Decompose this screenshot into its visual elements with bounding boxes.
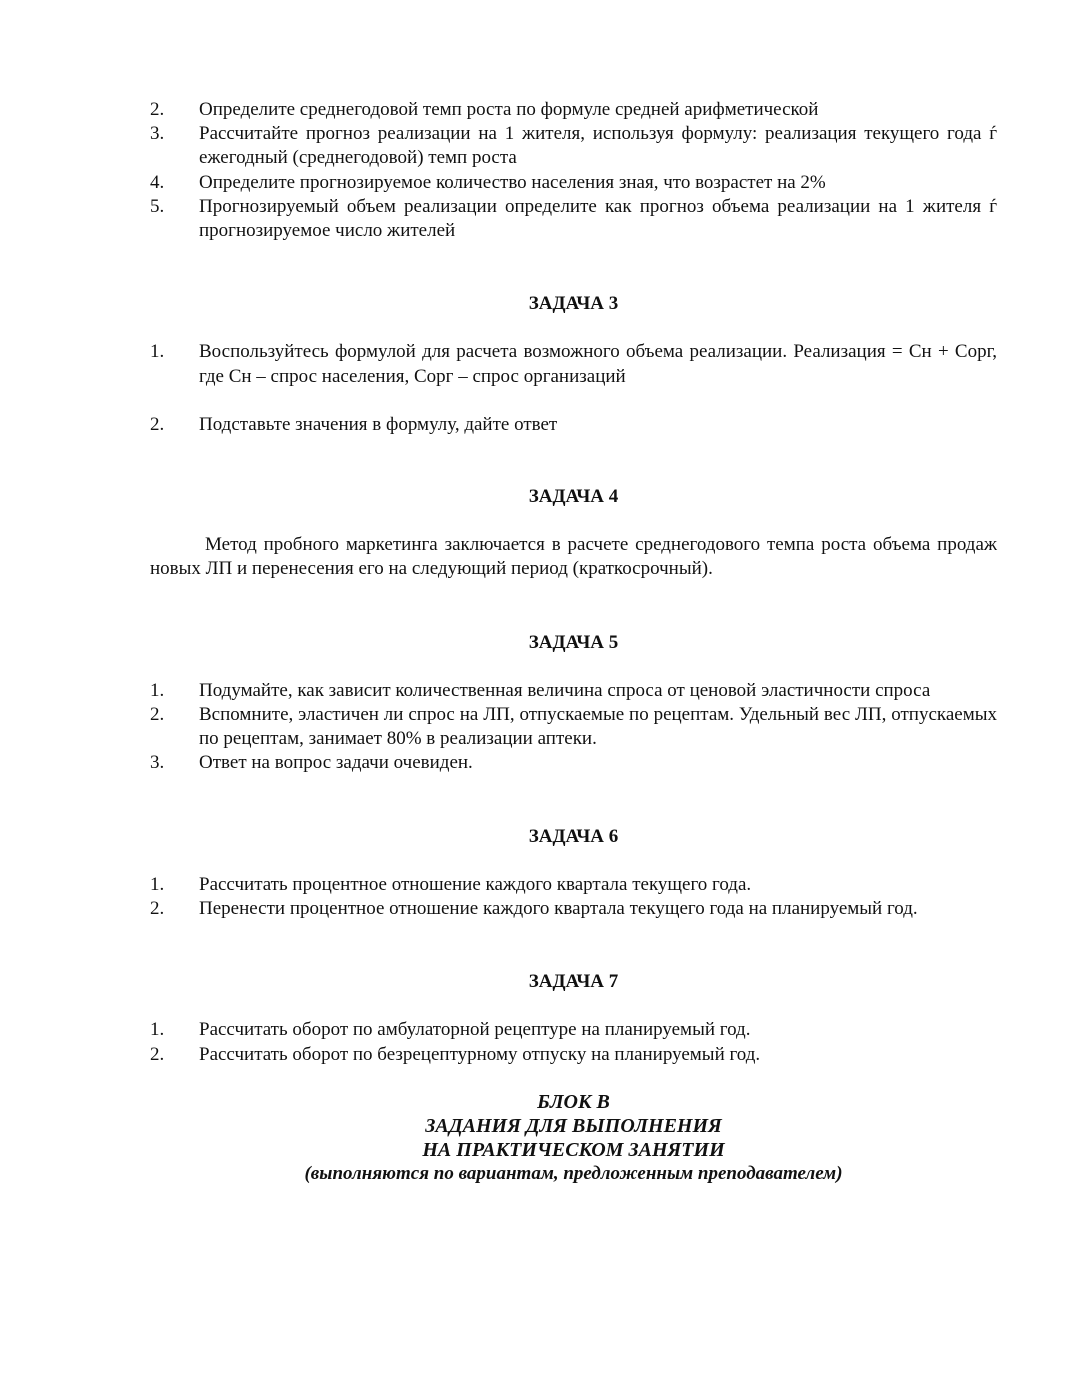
list-item [150, 1043, 997, 1067]
task4-heading: ЗАДАЧА 4 [528, 486, 619, 508]
list-item-text: Прогнозируемый объем реализации определите как прогноз объема реализации на 1 жителя ѓ прогнозируемое число жителей [199, 195, 997, 242]
list-item-number: 1. [150, 679, 165, 701]
list-item-number: 2. [150, 704, 165, 726]
task5-heading: ЗАДАЧА 5 [528, 631, 619, 653]
list-item-text: Ответ на вопрос задачи очевиден. [199, 752, 473, 774]
list-item-text: Рассчитать оборот по безрецептурному отпуску на планируемый год. [199, 1043, 761, 1065]
block-b-header [150, 1090, 997, 1187]
task6-heading: ЗАДАЧА 6 [528, 825, 619, 847]
list-item [150, 703, 997, 751]
list-item [150, 679, 997, 703]
block-b-note: (выполняются по вариантам, предложенным преподавателем) [304, 1163, 843, 1185]
intro-list [150, 98, 997, 243]
task3-list [150, 340, 997, 437]
list-item-number: 3. [150, 123, 165, 145]
list-item [150, 340, 997, 388]
list-item [150, 122, 997, 170]
list-item-text: Подставьте значения в формулу, дайте ответ [199, 413, 558, 435]
list-item-number: 1. [150, 1019, 165, 1041]
task7-heading: ЗАДАЧА 7 [528, 971, 619, 993]
task5-list [150, 679, 997, 776]
list-item-number: 3. [150, 752, 165, 774]
list-item [150, 897, 997, 921]
task4-paragraph: Метод пробного маркетинга заключается в расчете среднегодового темпа роста объема продаж новых ЛП и перенесения его на следующий период (краткосрочный). [150, 534, 997, 580]
list-item-text: Перенести процентное отношение каждого квартала текущего года на планируемый год. [199, 898, 918, 920]
task3-heading: ЗАДАЧА 3 [528, 293, 619, 315]
list-item-text: Определите среднегодовой темп роста по формуле средней арифметической [199, 99, 819, 120]
list-item-text: Рассчитайте прогноз реализации на 1 жителя, используя формулу: реализация текущего года ѓ ежегодный (среднегодовой) темп роста [199, 123, 997, 169]
list-item-text: Рассчитать оборот по амбулаторной рецептуре на планируемый год. [199, 1019, 751, 1041]
list-item-text: Воспользуйтесь формулой для расчета возможного объема реализации. Реализация = Сн + Сорг, где Сн – спрос населения, Сорг – спрос организаций [199, 341, 997, 387]
list-item-number: 5. [150, 195, 165, 217]
list-item [150, 413, 997, 437]
list-item [150, 195, 997, 243]
block-b-subtitle-line1: ЗАДАНИЯ ДЛЯ ВЫПОЛНЕНИЯ [425, 1115, 722, 1138]
list-item [150, 171, 997, 195]
block-b-title: БЛОК В [537, 1090, 610, 1113]
list-item-number: 4. [150, 171, 165, 193]
list-item-text: Определите прогнозируемое количество населения зная, что возрастет на 2% [199, 171, 826, 193]
list-item-text: Вспомните, эластичен ли спрос на ЛП, отпускаемые по рецептам. Удельный вес ЛП, отпускаемых по рецептам, занимает 80% в реализации аптеки. [199, 704, 997, 750]
task6-list [150, 873, 997, 921]
task7-list [150, 1018, 997, 1066]
list-item [150, 873, 997, 897]
list-item-text: Рассчитать процентное отношение каждого квартала текущего года. [199, 873, 752, 895]
list-item-number: 2. [150, 898, 165, 920]
list-item-number: 1. [150, 873, 165, 895]
block-b-subtitle-line2: НА ПРАКТИЧЕСКОМ ЗАНЯТИИ [422, 1139, 725, 1162]
list-item-number: 2. [150, 99, 165, 120]
list-item-text: Подумайте, как зависит количественная величина спроса от ценовой эластичности спроса [199, 679, 931, 701]
document-content [150, 98, 997, 1187]
list-item [150, 1018, 997, 1042]
list-item [150, 751, 997, 775]
list-item [150, 98, 997, 122]
list-item-number: 1. [150, 341, 165, 363]
list-item-number: 2. [150, 1043, 165, 1065]
list-item-number: 2. [150, 413, 165, 435]
